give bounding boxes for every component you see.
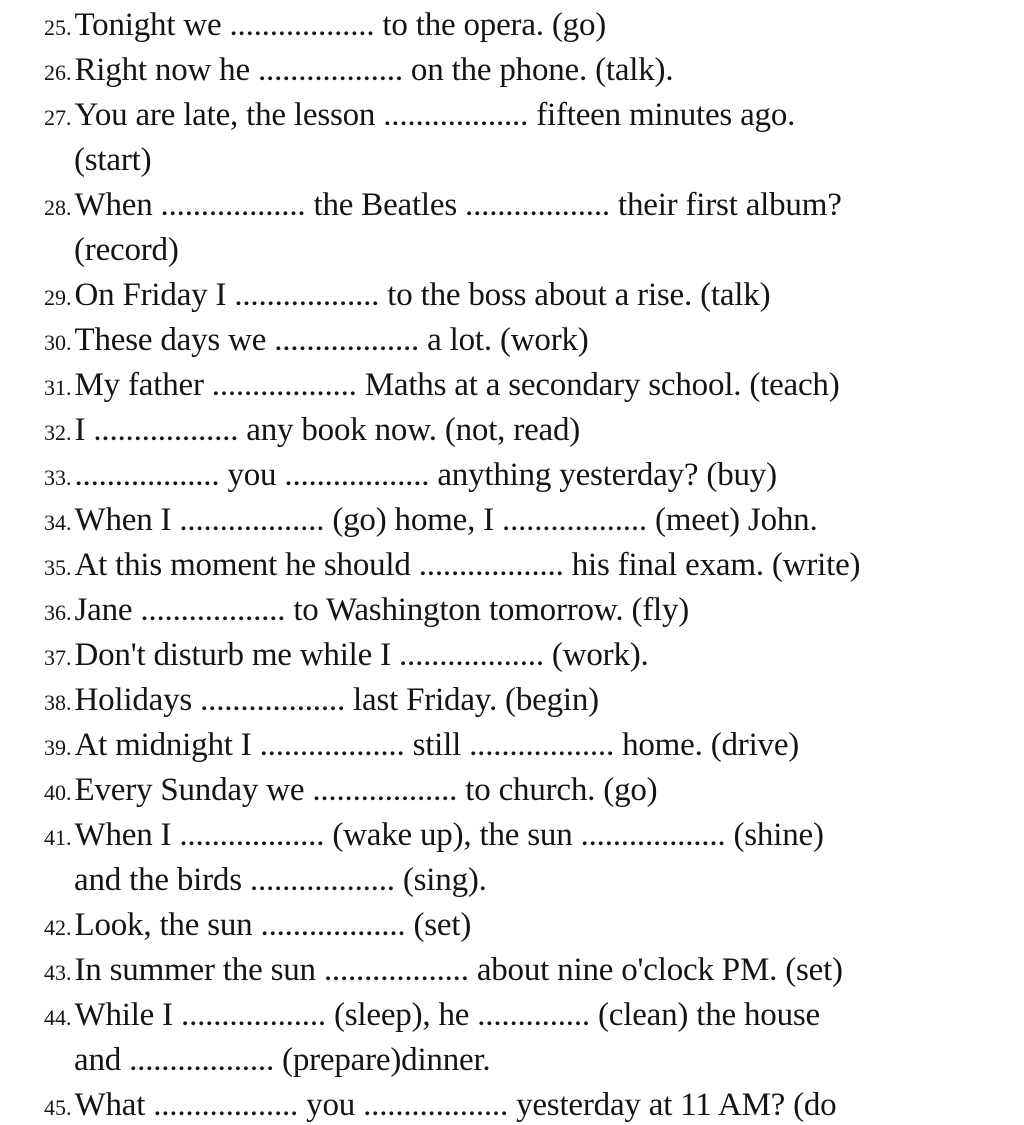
sentence-text: Look, the sun .................. (set) — [74, 907, 472, 943]
sentence-text: What .................. you .................. yesterday at 11 AM? (do — [74, 1087, 837, 1123]
sentence-text: On Friday I .................. to the boss about a rise. (talk) — [74, 277, 771, 313]
sentence-text: My father .................. Maths at a secondary school. (teach) — [74, 367, 840, 403]
item-number: 31. — [44, 375, 72, 400]
exercise-line-38 — [44, 681, 599, 722]
sentence-text: When I .................. (wake up), the sun .................. (shine) — [74, 817, 824, 853]
sentence-text: These days we .................. a lot. (work) — [74, 322, 589, 358]
exercise-line-35 — [44, 546, 860, 587]
item-number: 26. — [44, 60, 72, 85]
item-number: 41. — [44, 825, 72, 850]
item-number: 27. — [44, 105, 72, 130]
exercise-line-28-continued — [74, 231, 179, 269]
exercise-line-42 — [44, 906, 471, 947]
item-number: 38. — [44, 690, 72, 715]
exercise-line-26 — [44, 51, 673, 92]
sentence-text: Jane .................. to Washington tomorrow. (fly) — [74, 592, 690, 628]
sentence-text: When .................. the Beatles .................. their first album? — [74, 187, 842, 223]
sentence-text: and .................. (prepare)dinner. — [74, 1042, 491, 1078]
sentence-text: (record) — [74, 232, 179, 268]
item-number: 25. — [44, 15, 72, 40]
sentence-text: Don't disturb me while I .................. (work). — [74, 637, 649, 673]
sentence-text: Every Sunday we .................. to church. (go) — [74, 772, 658, 808]
item-number: 43. — [44, 960, 72, 985]
item-number: 44. — [44, 1005, 72, 1030]
exercise-line-41 — [44, 816, 824, 857]
item-number: 45. — [44, 1095, 72, 1120]
exercise-line-44 — [44, 996, 820, 1037]
exercise-line-29 — [44, 276, 770, 317]
sentence-text: When I .................. (go) home, I .................. (meet) John. — [74, 502, 818, 538]
item-number: 37. — [44, 645, 72, 670]
item-number: 30. — [44, 330, 72, 355]
exercise-line-33 — [44, 456, 777, 497]
exercise-line-36 — [44, 591, 689, 632]
exercise-line-27 — [44, 96, 795, 137]
sentence-text: In summer the sun .................. about nine o'clock PM. (set) — [74, 952, 843, 988]
exercise-line-28 — [44, 186, 842, 227]
exercise-line-32 — [44, 411, 580, 452]
item-number: 34. — [44, 510, 72, 535]
sentence-text: .................. you .................. anything yesterday? (buy) — [74, 457, 777, 493]
sentence-text: You are late, the lesson .................. fifteen minutes ago. — [74, 97, 796, 133]
exercise-line-37 — [44, 636, 649, 677]
item-number: 29. — [44, 285, 72, 310]
exercise-line-30 — [44, 321, 589, 362]
exercise-line-41-continued — [74, 861, 487, 899]
item-number: 36. — [44, 600, 72, 625]
exercise-line-45 — [44, 1086, 836, 1125]
sentence-text: At midnight I .................. still .................. home. (drive) — [74, 727, 800, 763]
sentence-text: Right now he .................. on the phone. (talk). — [74, 52, 674, 88]
item-number: 32. — [44, 420, 72, 445]
sentence-text: I .................. any book now. (not, read) — [74, 412, 581, 448]
item-number: 42. — [44, 915, 72, 940]
sentence-text: Holidays .................. last Friday. (begin) — [74, 682, 599, 718]
item-number: 40. — [44, 780, 72, 805]
item-number: 33. — [44, 465, 72, 490]
exercise-line-31 — [44, 366, 840, 407]
sentence-text: While I .................. (sleep), he .............. (clean) the house — [74, 997, 820, 1033]
item-number: 28. — [44, 195, 72, 220]
exercise-line-27-continued — [74, 141, 151, 179]
exercise-line-40 — [44, 771, 657, 812]
exercise-line-44-continued — [74, 1041, 490, 1079]
item-number: 35. — [44, 555, 72, 580]
sentence-text: (start) — [74, 142, 152, 178]
exercise-line-34 — [44, 501, 818, 542]
exercise-line-43 — [44, 951, 843, 992]
sentence-text: and the birds .................. (sing). — [74, 862, 487, 898]
sentence-text: At this moment he should .................. his final exam. (write) — [74, 547, 861, 583]
item-number: 39. — [44, 735, 72, 760]
exercise-line-39 — [44, 726, 799, 767]
sentence-text: Tonight we .................. to the opera. (go) — [74, 7, 607, 43]
exercise-line-25 — [44, 6, 606, 47]
